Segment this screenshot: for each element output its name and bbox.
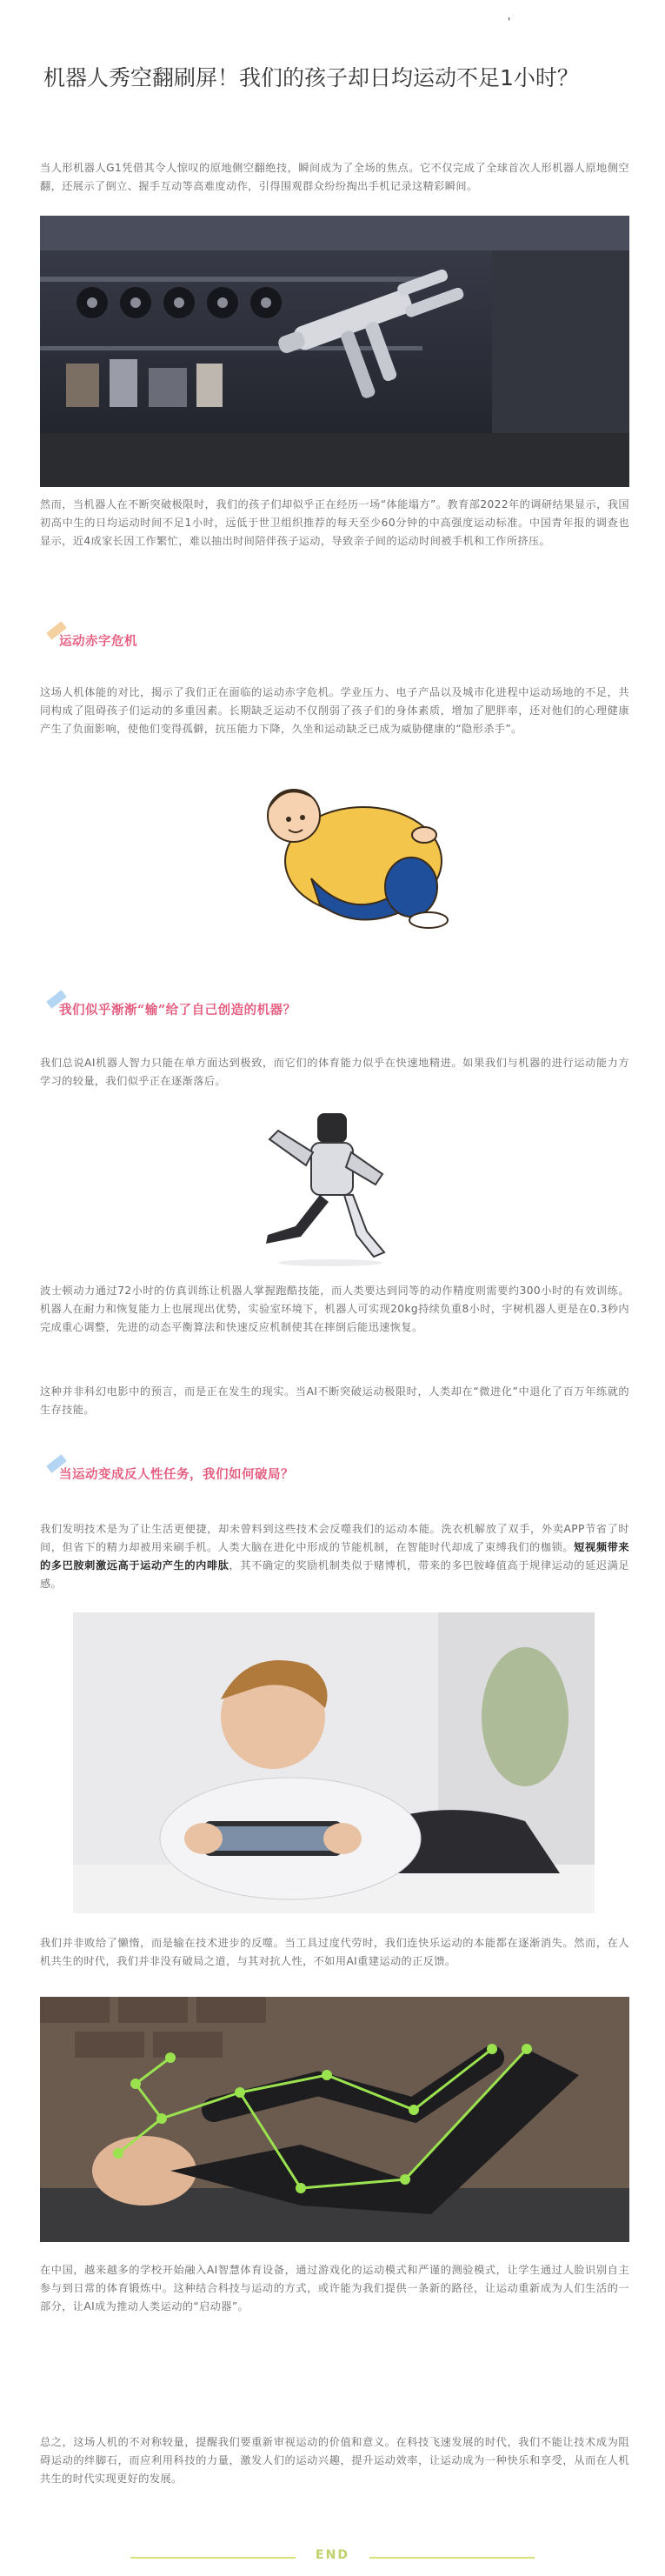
section-heading-1 bbox=[59, 631, 137, 650]
paragraph-conclusion: 总之，这场人机的不对称较量，提醒我们要重新审视运动的价值和意义。在科技飞速发展的时代，我们不能让技术成为阻碍运动的绊脚石，而应利用科技的力量，激发人们的运动兴趣，提升运动效率，让运动成为一种快乐和享受，从而在人机共生的时代实现更好的发展。 bbox=[40, 2436, 629, 2485]
end-divider-left bbox=[130, 2557, 296, 2559]
bold-highlight-text: 短视频带来的多巴胺刺激远高于运动产生的内啡肽 bbox=[40, 1541, 630, 1572]
end-label: END bbox=[316, 2548, 349, 2562]
article-title: 机器人秀空翻刷屏！我们的孩子却日均运动不足1小时？ bbox=[43, 65, 579, 90]
paragraph-reality: 这种并非科幻电影中的预言，而是正在发生的现实。当AI不断突破运动极限时，人类却在“微进化”中退化了百万年练就的生存技能。 bbox=[40, 1385, 629, 1416]
heading-text: 我们似乎渐渐“输”给了自己创造的机器？ bbox=[59, 1003, 296, 1018]
lying-child-illustration bbox=[250, 757, 459, 939]
section-heading-3 bbox=[59, 1465, 294, 1483]
paragraph-schools: 在中国，越来越多的学校开始融入AI智慧体育设备，通过游戏化的运动模式和严谨的测验模式，让学生通过人脸识别自主参与到日常的体育锻炼中。这种结合科技与运动的方式，或许能为我们提供一条新的路径，让运动重新成为人们生活的一部分，让AI成为推动人类运动的“启动器”。 bbox=[40, 2264, 629, 2312]
boy-with-phone-photo bbox=[73, 1612, 595, 1913]
section-heading-2 bbox=[59, 1000, 296, 1018]
paragraph-deficit: 这场人机体能的对比，揭示了我们正在面临的运动赤字危机。学业压力、电子产品以及城市化进程中运动场地的不足，共同构成了阻碍孩子们运动的多重因素。长期缺乏运动不仅削弱了孩子们的身体素质，增加了肥胖率，还对他们的心理健康产生了负面影响，使他们变得孤僻，抗压能力下降，久坐和运动缺乏已成为威胁健康的“隐形杀手”。 bbox=[40, 686, 629, 735]
ai-pose-exercise-photo bbox=[40, 1997, 629, 2242]
paragraph-compare: 我们总说AI机器人智力只能在单方面达到极致，而它们的体育能力似乎在快速地精进。如果我们与机器的进行运动能力方学习的较量，我们似乎正在逐渐落后。 bbox=[40, 1057, 629, 1087]
paragraph-boston: 波士顿动力通过72小时的仿真训练让机器人掌握跑酷技能，而人类要达到同等的动作精度则需要约300小时的有效训练。机器人在耐力和恢复能力上也展现出优势，实验室环境下，机器人可实现20kg持续负重8小时，宇树机器人更是在0.3秒内完成重心调整，先进的动态平衡算法和快速反应机制使其在摔倒后能迅速恢复。 bbox=[40, 1285, 629, 1333]
paragraph-text: 我们发明技术是为了让生活更便捷，却未曾料到这些技术会反噬我们的运动本能。洗衣机解放了双手，外卖APP节省了时间，但省下的精力却被用来刷手机。人类大脑在进化中形成的节能机制，在智能时代却成了束缚我们的枷锁。 bbox=[40, 1523, 629, 1553]
heading-text: 当运动变成反人性任务，我们如何破局？ bbox=[59, 1467, 294, 1482]
paragraph-backlash: 我们并非败给了懒惰，而是输在技术进步的反噬。当工具过度代劳时，我们连快乐运动的本能都在逐渐消失。然而，在人机共生的时代，我们并非没有破局之道，与其对抗人性，不如用AI重建运动的正反馈。 bbox=[40, 1937, 629, 1967]
end-marker bbox=[130, 2548, 535, 2566]
robot-flip-photo bbox=[40, 216, 629, 487]
paragraph-intro: 当人形机器人G1凭借其令人惊叹的原地侧空翻绝技，瞬间成为了全场的焦点。它不仅完成了全球首次人形机器人原地侧空翻，还展示了倒立、握手互动等高难度动作，引得围观群众纷纷掏出手机记录这精彩瞬间。 bbox=[40, 162, 629, 192]
end-divider-right bbox=[369, 2557, 535, 2559]
running-robot-photo bbox=[243, 1104, 426, 1270]
heading-text: 运动赤字危机 bbox=[59, 634, 137, 649]
paragraph-contrast: 然而，当机器人在不断突破极限时，我们的孩子们却似乎正在经历一场“体能塌方”。教育部2022年的调研结果显示，我国初高中生的日均运动时间不足1小时，远低于世卫组织推荐的每天至少60分钟的中高强度运动标准。中国青年报的调查也显示，近4成家长因工作繁忙，难以抽出时间陪伴孩子运动，导致亲子间的运动时间被手机和工作所挤压。 bbox=[40, 498, 629, 547]
paragraph-technology bbox=[40, 1520, 629, 1593]
paragraph-text: ，其不确定的奖励机制类似于赌博机，带来的多巴胺峰值高于规律运动的延迟满足感。 bbox=[40, 1559, 629, 1590]
top-mark: ' bbox=[508, 16, 511, 28]
